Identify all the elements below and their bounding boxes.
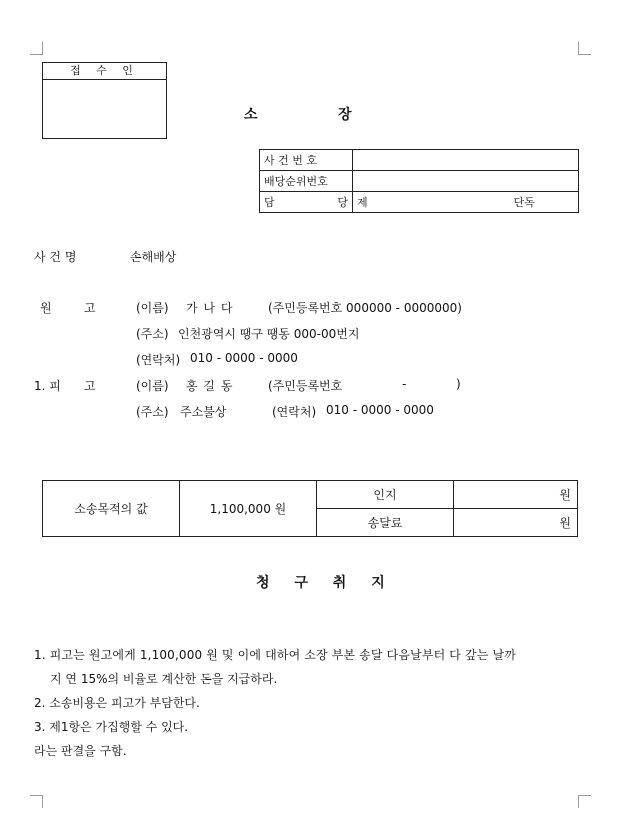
defendant-label-right: 고 [84, 379, 96, 393]
defendant-rrn-dash: - [402, 377, 407, 391]
claim-line-1: 1. 피고는 원고에게 1,100,000 원 및 이에 대하여 소장 부본 송달 다음날부터 다 갚는 날까 [34, 648, 516, 662]
page-corner-mark [30, 42, 43, 55]
plaintiff-label-left: 원 [40, 301, 52, 315]
plaintiff-name-prefix: (이름) [136, 301, 169, 315]
defendant-contact-prefix: (연락처) [272, 405, 317, 419]
plaintiff-rrn: (주민등록번호 000000 - 0000000) [268, 301, 462, 315]
defendant-name-prefix: (이름) [136, 379, 169, 393]
defendant-contact: 010 - 0000 - 0000 [326, 403, 434, 417]
claim-line-3: 3. 제1항은 가집행할 수 있다. [34, 720, 189, 734]
table-row [43, 481, 578, 509]
plaintiff-contact: 010 - 0000 - 0000 [190, 351, 298, 365]
charge-label-left: 담 [264, 196, 275, 209]
page-corner-mark [578, 42, 591, 55]
dividend-number-label: 배당순위번호 [260, 171, 353, 192]
defendant-address: 주소불상 [180, 405, 227, 419]
table-row [260, 171, 579, 192]
case-name-value: 손해배상 [130, 250, 177, 264]
defendant-address-prefix: (주소) [136, 405, 169, 419]
claim-line-2: 2. 소송비용은 피고가 부담한다. [34, 696, 200, 710]
plaintiff-address-prefix: (주소) [136, 327, 169, 341]
receipt-stamp-box [42, 62, 167, 139]
section-title: 청 구 취 지 [256, 575, 395, 591]
dividend-number-value [353, 171, 579, 192]
claim-value: 1,100,000 원 [180, 481, 317, 537]
charge-value-left: 제 [357, 196, 368, 209]
charge-value [353, 192, 579, 213]
page-corner-mark [30, 795, 43, 808]
defendant-name: 홍 길 동 [186, 379, 234, 393]
stamp-fee-value: 원 [454, 481, 578, 509]
plaintiff-label-right: 고 [84, 301, 96, 315]
plaintiff-contact-prefix: (연락처) [136, 353, 181, 367]
document-title-left: 소 [244, 107, 258, 123]
delivery-fee-value: 원 [454, 509, 578, 537]
charge-label-right: 당 [337, 196, 348, 209]
document-title-right: 장 [338, 107, 352, 123]
claim-line-1-continued: 지 연 15%의 비율로 계산한 돈을 지급하라. [50, 672, 278, 686]
defendant-label-left: 1. 피 [34, 379, 61, 393]
page-corner-mark [578, 795, 591, 808]
claim-amount-table [42, 480, 578, 537]
table-row [260, 192, 579, 213]
delivery-fee-label: 송달료 [317, 509, 454, 537]
defendant-rrn-close: ) [456, 377, 461, 391]
receipt-label: 접 수 인 [43, 63, 166, 80]
closing-line: 라는 판결을 구함. [34, 744, 127, 758]
case-name-label: 사 건 명 [34, 250, 77, 264]
charge-value-right: 단독 [513, 196, 535, 209]
claim-value-label: 소송목적의 값 [43, 481, 180, 537]
charge-label [260, 192, 353, 213]
case-number-label: 사 건 번 호 [260, 150, 353, 171]
case-number-value [353, 150, 579, 171]
table-row [260, 150, 579, 171]
case-info-table [259, 149, 579, 213]
stamp-fee-label: 인지 [317, 481, 454, 509]
plaintiff-address: 인천광역시 땡구 땡동 000-00번지 [178, 327, 360, 341]
plaintiff-name: 가 나 다 [186, 301, 234, 315]
defendant-rrn-open: (주민등록번호 [268, 379, 343, 393]
